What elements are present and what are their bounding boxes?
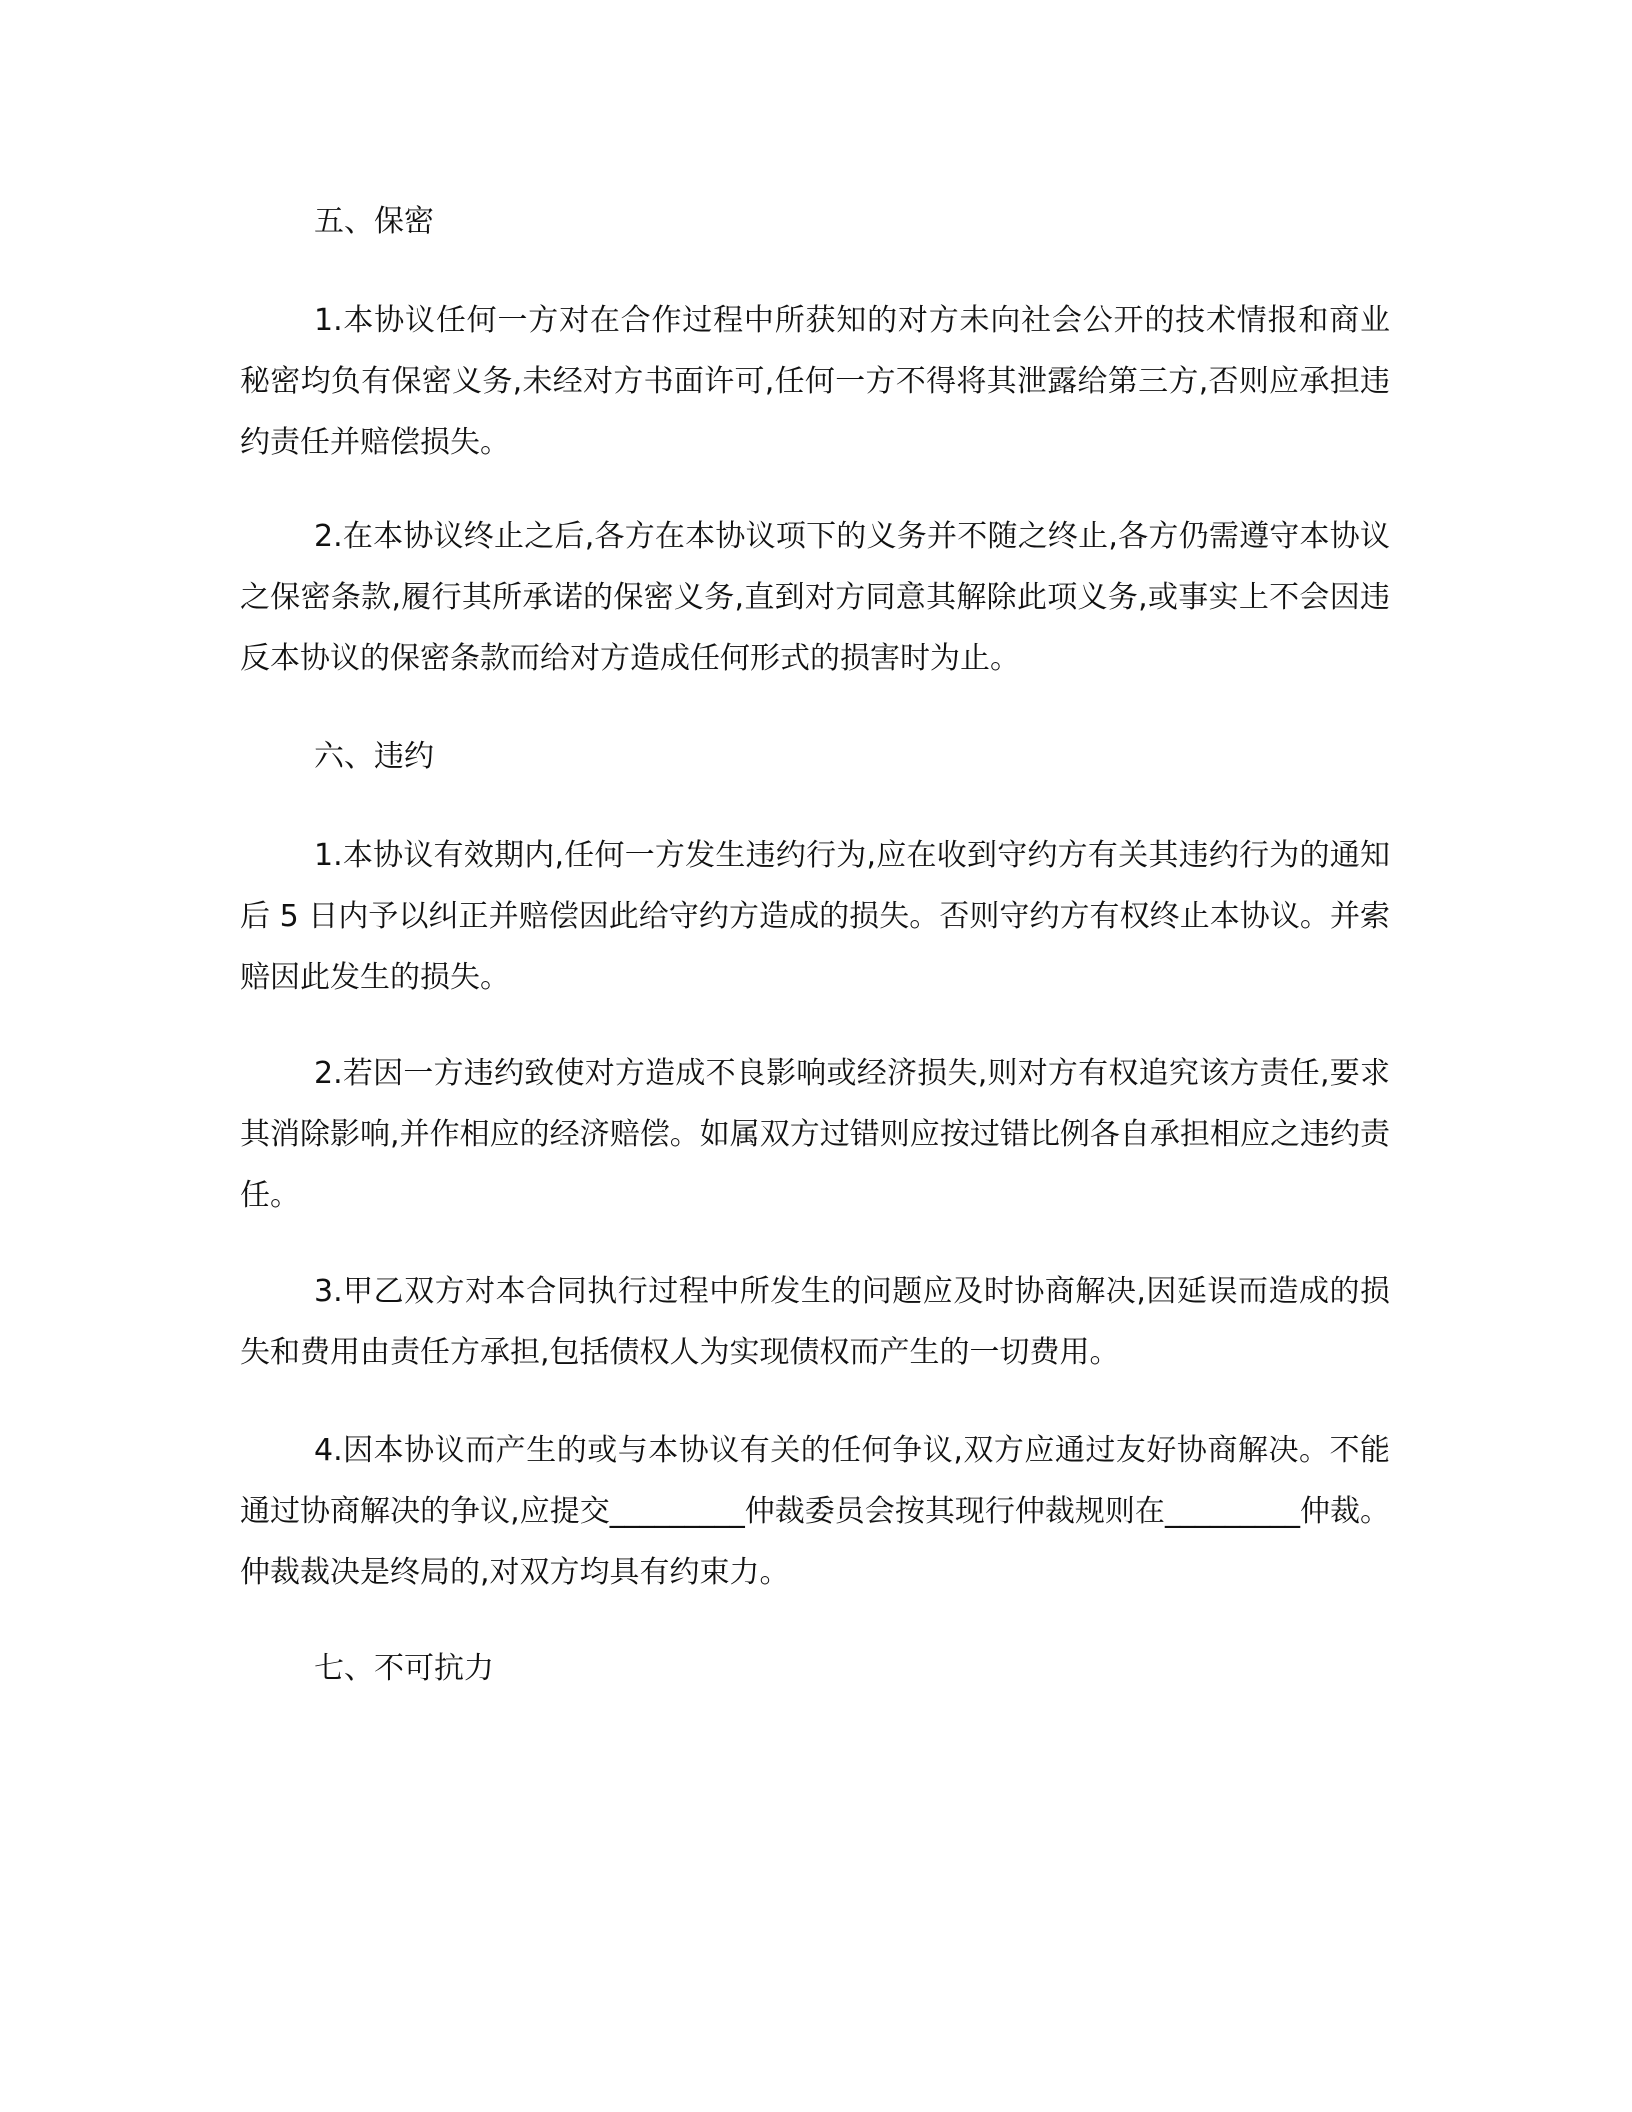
section-heading-force-majeure: 七、不可抗力	[314, 1651, 494, 1686]
section-heading-breach: 六、违约	[314, 739, 434, 774]
breach-clause-1: 1.本协议有效期内,任何一方发生违约行为,应在收到守约方有关其违约行为的通知后 5 日内予以纠正并赔偿因此给守约方造成的损失。否则守约方有权终止本协议。并索赔因此发生的损失。	[240, 838, 1390, 995]
breach-clause-4: 4.因本协议而产生的或与本协议有关的任何争议,双方应通过友好协商解决。不能通过协商解决的争议,应提交_________仲裁委员会按其现行仲裁规则在_________仲裁。仲裁裁决是终局的,对双方均具有约束力。	[240, 1433, 1390, 1590]
breach-clause-3: 3.甲乙双方对本合同执行过程中所发生的问题应及时协商解决,因延误而造成的损失和费用由责任方承担,包括债权人为实现债权而产生的一切费用。	[240, 1274, 1390, 1370]
confidentiality-clause-1: 1.本协议任何一方对在合作过程中所获知的对方未向社会公开的技术情报和商业秘密均负有保密义务,未经对方书面许可,任何一方不得将其泄露给第三方,否则应承担违约责任并赔偿损失。	[240, 303, 1390, 460]
section-heading-confidentiality: 五、保密	[314, 204, 434, 239]
breach-clause-2: 2.若因一方违约致使对方造成不良影响或经济损失,则对方有权追究该方责任,要求其消除影响,并作相应的经济赔偿。如属双方过错则应按过错比例各自承担相应之违约责任。	[240, 1056, 1390, 1213]
confidentiality-clause-2: 2.在本协议终止之后,各方在本协议项下的义务并不随之终止,各方仍需遵守本协议之保密条款,履行其所承诺的保密义务,直到对方同意其解除此项义务,或事实上不会因违反本协议的保密条款而给对方造成任何形式的损害时为止。	[240, 519, 1390, 676]
